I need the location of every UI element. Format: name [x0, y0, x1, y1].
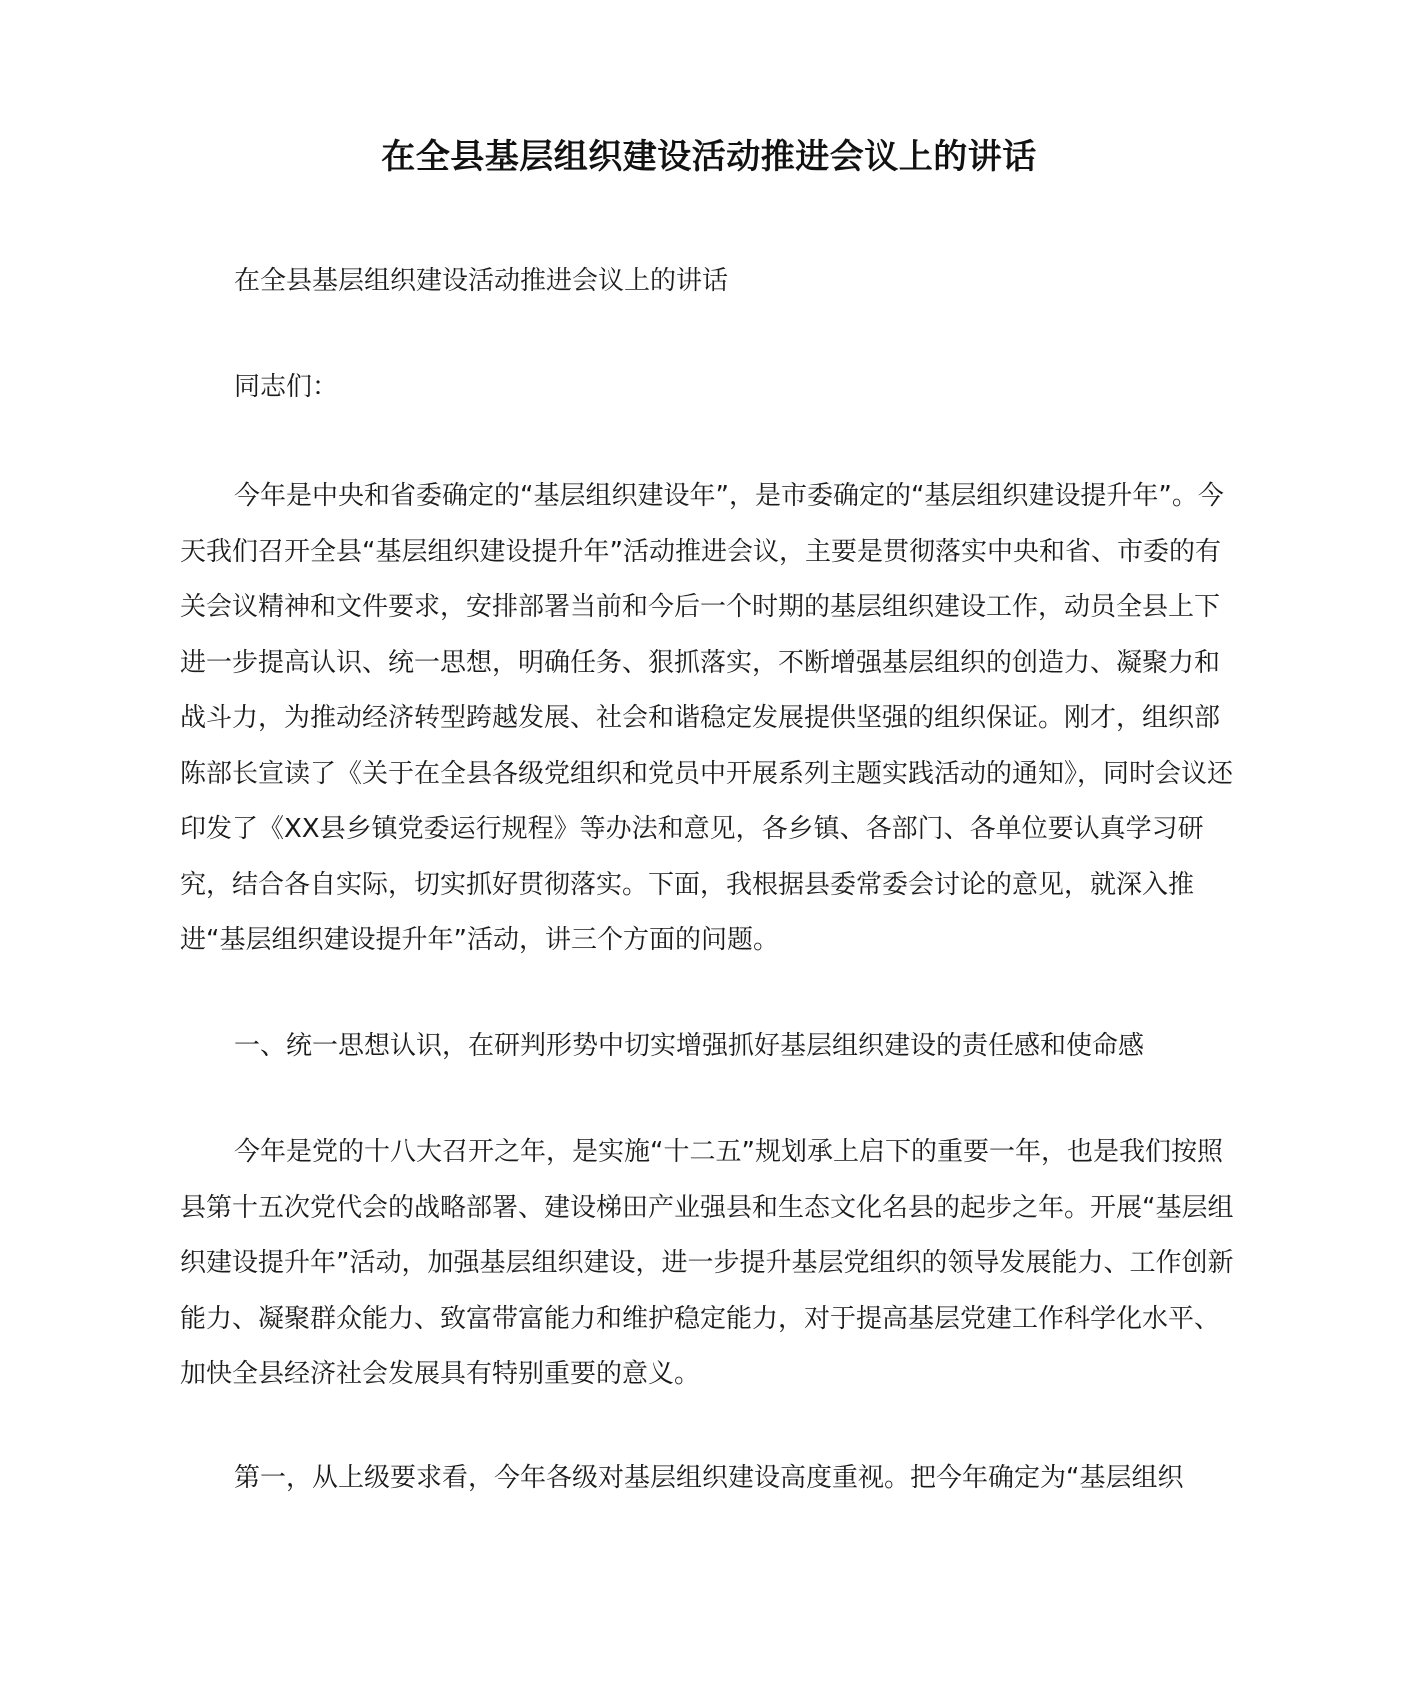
first-point-paragraph: 第一，从上级要求看，今年各级对基层组织建设高度重视。把今年确定为“基层组织 [234, 1463, 1184, 1493]
greeting-paragraph: 同志们： [234, 372, 339, 402]
subtitle-paragraph: 在全县基层组织建设活动推进会议上的讲话 [234, 266, 729, 296]
section-heading-1: 一、统一思想认识，在研判形势中切实增强抓好基层组织建设的责任感和使命感 [234, 1031, 1145, 1061]
intro-paragraph: 今年是中央和省委确定的“基层组织建设年”，是市委确定的“基层组织建设提升年”。今天我们召开全县“基层组织建设提升年”活动推进会议，主要是贯彻落实中央和省、市委的有关会议精神和文件要求，安排部署当前和今后一个时期的基层组织建设工作，动员全县上下进一步提高认识、统一思想，明确任务、狠抓落实，不断增强基层组织的创造力、凝聚力和战斗力，为推动经济转型跨越发展、社会和谐稳定发展提供坚强的组织保证。刚才，组织部陈部长宣读了《关于在全县各级党组织和党员中开展系列主题实践活动的通知》，同时会议还印发了《XX县乡镇党委运行规程》等办法和意见，各乡镇、各部门、各单位要认真学习研究，结合各自实际，切实抓好贯彻落实。下面，我根据县委常委会讨论的意见，就深入推进“基层组织建设提升年”活动，讲三个方面的问题。 [180, 481, 1234, 955]
body-paragraph-2: 今年是党的十八大召开之年，是实施“十二五”规划承上启下的重要一年，也是我们按照县第十五次党代会的战略部署、建设梯田产业强县和生态文化名县的起步之年。开展“基层组织建设提升年”活动，加强基层组织建设，进一步提升基层党组织的领导发展能力、工作创新能力、凝聚群众能力、致富带富能力和维护稳定能力，对于提高基层党建工作科学化水平、加快全县经济社会发展具有特别重要的意义。 [180, 1137, 1234, 1389]
document-title: 在全县基层组织建设活动推进会议上的讲话 [381, 137, 1037, 177]
